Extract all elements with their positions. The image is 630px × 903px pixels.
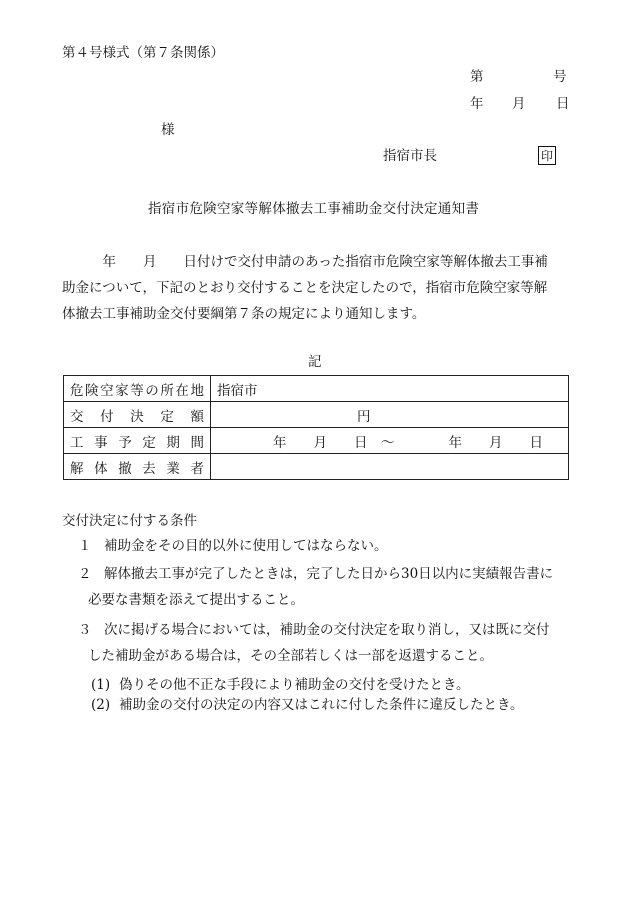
record-heading: 記 [308, 354, 322, 370]
condition-number: ３ [78, 622, 92, 638]
condition-item [62, 533, 572, 559]
table-label-period: 工事予定期間 [64, 428, 211, 454]
sub-condition-number: (1) [91, 677, 111, 693]
period-value: 年 月 日 ～ 年 月 日 [273, 434, 543, 451]
condition-number: ２ [78, 566, 92, 582]
document-number-suffix: 号 [553, 69, 567, 85]
condition-item [62, 617, 572, 669]
addressee-suffix: 様 [161, 122, 175, 138]
condition-text-continued: 必要な書類を添えて提出すること。 [88, 592, 304, 608]
sub-condition-text: 補助金の交付の決定の内容又はこれに付した条件に違反したとき。 [119, 697, 524, 713]
condition-text: 補助金をその目的以外に使用してはならない。 [104, 538, 388, 554]
table-value-contractor [211, 454, 569, 480]
table-label-location: 危険空家等の所在地 [64, 376, 211, 402]
sub-condition-text: 偽りその他不正な手段により補助金の交付を受けたとき。 [119, 677, 470, 693]
document-number-prefix: 第 [470, 69, 484, 85]
table-value-period [211, 428, 569, 454]
notice-body-line: 年 月 日付けで交付申請のあった指宿市危険空家等解体撤去工事補 [62, 254, 548, 270]
table-row [64, 376, 569, 402]
form-number: 第４号様式（第７条関係） [62, 45, 224, 61]
condition-number: １ [78, 538, 92, 554]
amount-unit: 円 [357, 408, 371, 425]
condition-item [62, 561, 572, 613]
table-row [64, 428, 569, 454]
notice-body [62, 249, 572, 327]
table-row [64, 454, 569, 480]
table-value-location: 指宿市 [211, 376, 569, 402]
date-month-label: 月 [512, 96, 526, 112]
notice-body-line: 助金について，下記のとおり交付することを決定したので，指宿市危険空家等解 [62, 280, 548, 296]
notice-body-line: 体撤去工事補助金交付要綱第７条の規定により通知します。 [62, 306, 426, 322]
sub-condition-item [91, 675, 469, 695]
table-label-amount: 交付決定額 [64, 402, 211, 428]
sub-condition-number: (2) [91, 697, 111, 713]
date-day-label: 日 [556, 96, 570, 112]
details-table [63, 375, 569, 480]
condition-text: 解体撤去工事が完了したときは，完了した日から30日以内に実績報告書に [104, 566, 554, 582]
table-row [64, 402, 569, 428]
conditions-heading: 交付決定に付する条件 [62, 513, 197, 529]
seal-stamp: 印 [538, 146, 556, 165]
sub-condition-item [91, 695, 523, 715]
condition-text-continued: した補助金がある場合は，その全部若しくは一部を返還すること。 [88, 648, 493, 664]
condition-text: 次に掲げる場合においては，補助金の交付決定を取り消し，又は既に交付 [104, 622, 550, 638]
table-label-contractor: 解体撤去業者 [64, 454, 211, 480]
issuer-name: 指宿市長 [383, 148, 437, 164]
date-year-label: 年 [470, 96, 484, 112]
table-value-amount [211, 402, 569, 428]
document-title: 指宿市危険空家等解体撤去工事補助金交付決定通知書 [148, 201, 480, 217]
